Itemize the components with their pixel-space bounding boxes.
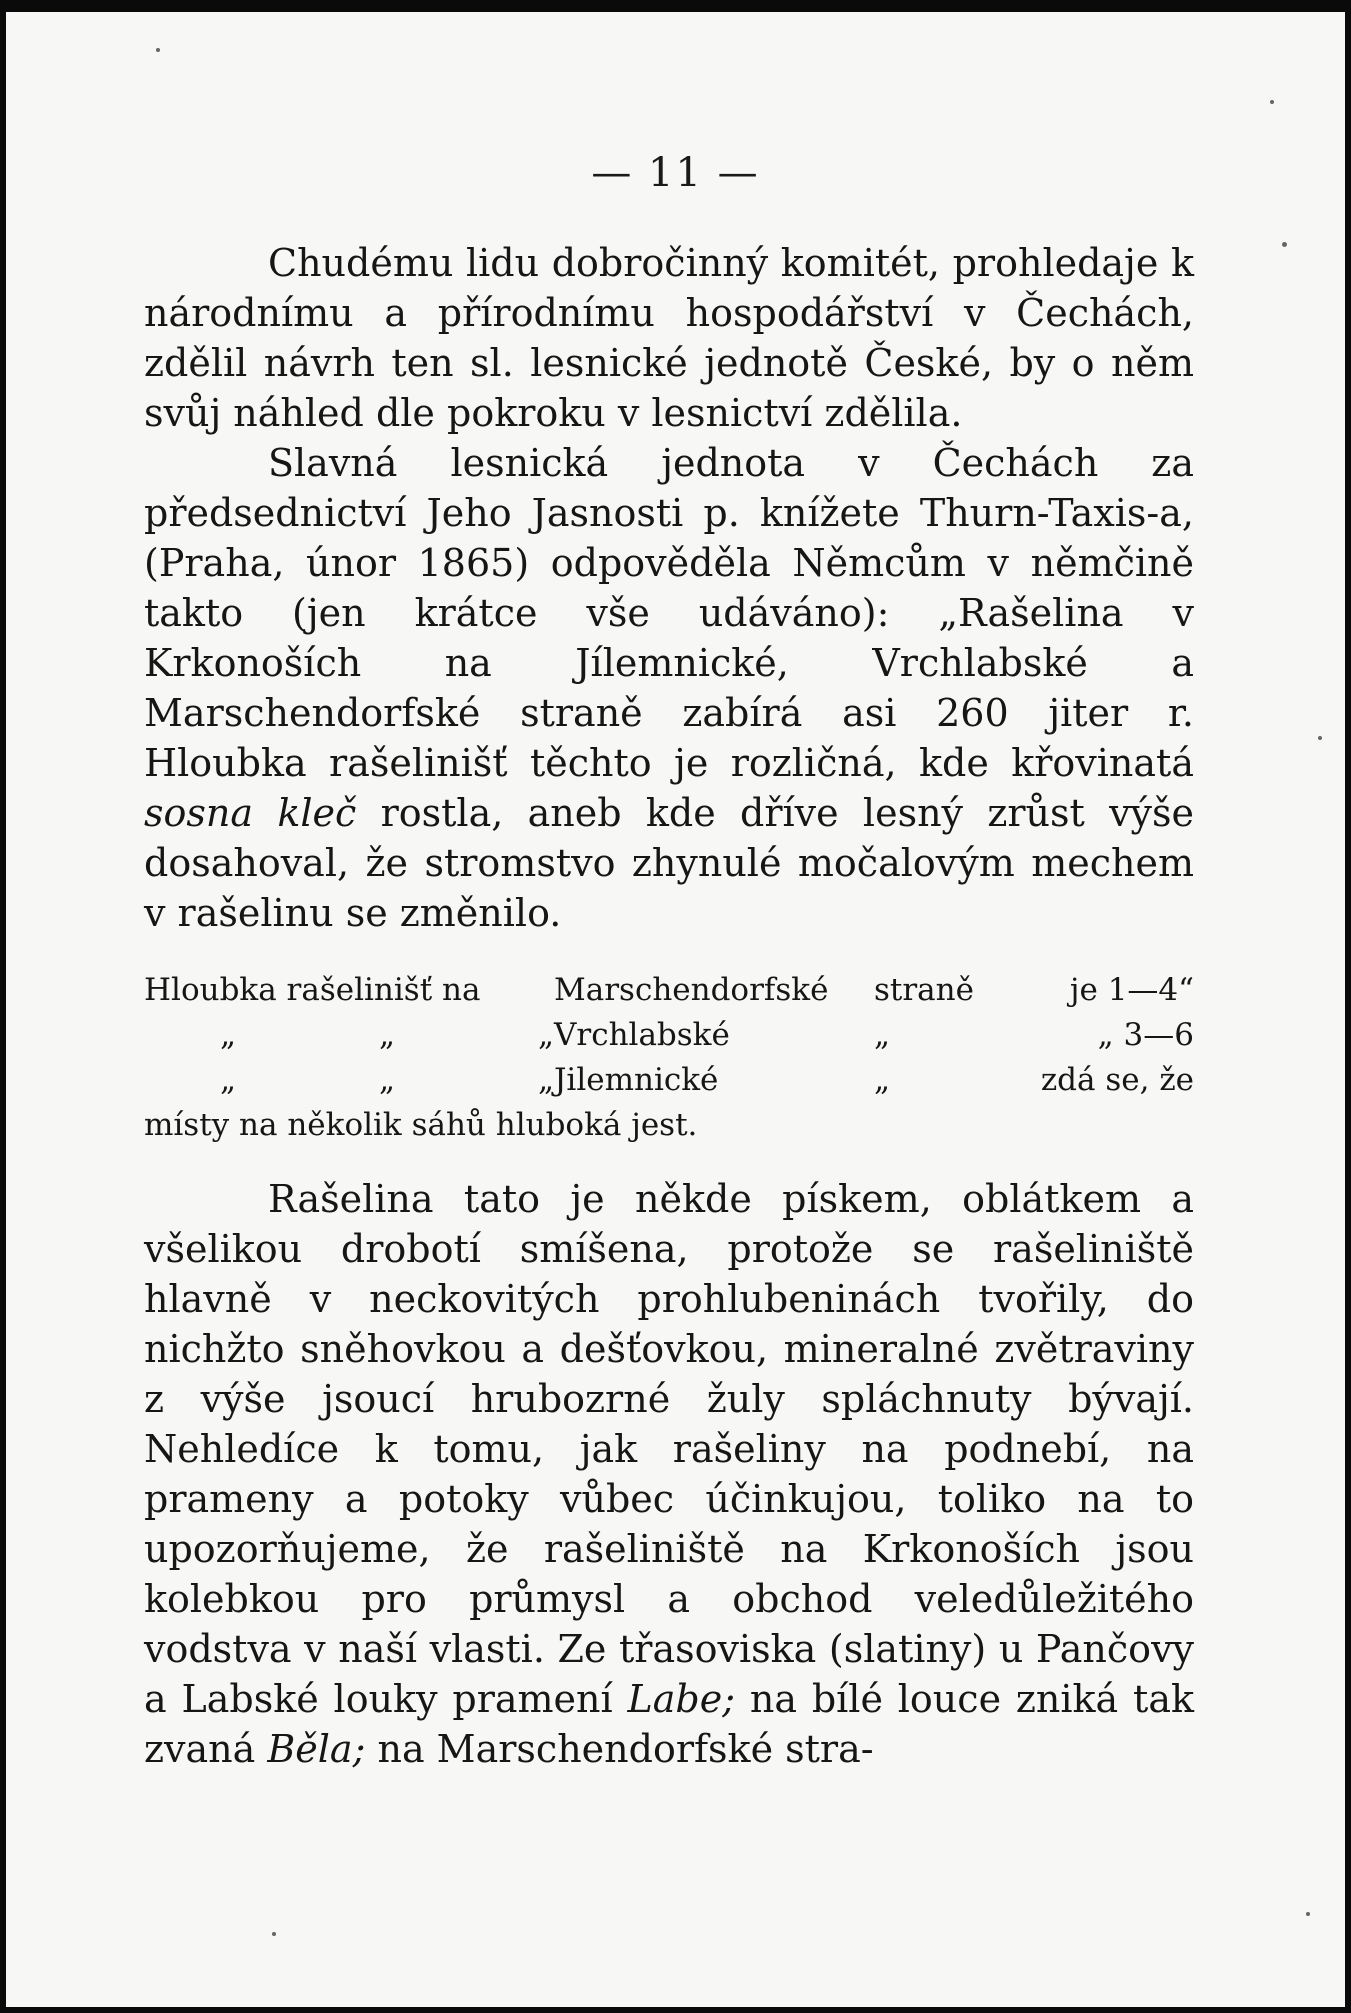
paragraph-1 — [144, 238, 1194, 438]
body-text — [144, 238, 1194, 1774]
paper-speck — [272, 1932, 276, 1936]
italic-run: Labe; — [627, 1677, 736, 1721]
table-row — [144, 1013, 1194, 1058]
table-cell: je 1—4“ — [1069, 972, 1194, 1008]
paper-speck — [1306, 1912, 1310, 1916]
table-cell: „ — [874, 1017, 891, 1053]
ditto-mark: „ — [537, 1017, 554, 1053]
paragraph-2 — [144, 438, 1194, 938]
book-page — [6, 12, 1345, 2007]
text-run: Rašelina tato je někde pískem, oblátkem a všelikou drobotí smíšena, protože se rašeliniště hlavně v neckovitých prohlubeninách tvořily, do nichžto sněhovkou a dešťovkou, mineralné zvětraviny z výše jsoucí hrubozrné žuly spláchnuty bývají. Nehledíce k tomu, jak rašeliny na podnebí, na prameny a potoky vůbec účinkujou, toliko na to upozorňujeme, že rašeliniště na Krkonoších jsou kolebkou pro průmysl a obchod veledůležitého vodstva v naší vlasti. Ze třasoviska (slatiny) u Pančovy a Labské louky pramení — [144, 1177, 1194, 1721]
table-cell: Jilemnické — [554, 1062, 719, 1098]
text-run: Chudému lidu dobročinný komitét, prohledaje k národnímu a přírodnímu hospodářství v Čechách, zdělil návrh ten sl. lesnické jednotě České, by o něm svůj náhled dle pokroku v lesnictví zdělila. — [144, 241, 1194, 435]
table-continuation: místy na několik sáhů hluboká jest. — [144, 1107, 698, 1143]
ditto-marks — [144, 1058, 554, 1103]
table-cell: „ 3—6 — [1097, 1017, 1194, 1053]
ditto-mark: „ — [220, 1017, 237, 1053]
ditto-mark: „ — [378, 1017, 396, 1053]
page-number: — 11 — — [591, 150, 760, 196]
depth-table — [144, 968, 1194, 1148]
paper-speck — [1318, 736, 1322, 740]
table-cell: Marschendorfské — [554, 972, 829, 1008]
table-row — [144, 1058, 1194, 1103]
table-cell: straně — [874, 972, 974, 1008]
paper-speck — [1270, 100, 1274, 104]
paragraph-3 — [144, 1174, 1194, 1774]
text-run: rostla, aneb kde dříve lesný zrůst výše dosahoval, že stromstvo zhynulé močalovým mechem v rašelinu se změnilo. — [144, 791, 1194, 935]
paper-speck — [156, 48, 160, 52]
italic-run: Běla; — [267, 1727, 366, 1771]
ditto-marks — [144, 1013, 554, 1058]
table-cell: zdá se, že — [1040, 1062, 1194, 1098]
ditto-mark: „ — [537, 1062, 554, 1098]
text-run: na bílé louce zniká tak zvaná — [144, 1677, 1194, 1771]
italic-run: sosna kleč — [144, 791, 357, 835]
paper-speck — [1282, 242, 1287, 247]
text-run: na Marschendorfské stra- — [365, 1727, 874, 1771]
table-cell: Hloubka rašelinišť na — [144, 972, 481, 1008]
text-run: Slavná lesnická jednota v Čechách za předsednictví Jeho Jasnosti p. knížete Thurn-Taxis-a, (Praha, únor 1865) odpověděla Němcům v němčině takto (jen krátce vše udáváno): „Rašelina v Krkonoších na Jílemnické, Vrchlabské a Marschendorfské straně zabírá asi 260 jiter r. Hloubka rašelinišť těchto je rozličná, kde křovinatá — [144, 441, 1194, 785]
ditto-mark: „ — [378, 1062, 396, 1098]
table-row — [144, 968, 1194, 1013]
table-cell: Vrchlabské — [554, 1017, 730, 1053]
table-cell: „ — [874, 1062, 891, 1098]
ditto-mark: „ — [220, 1062, 237, 1098]
